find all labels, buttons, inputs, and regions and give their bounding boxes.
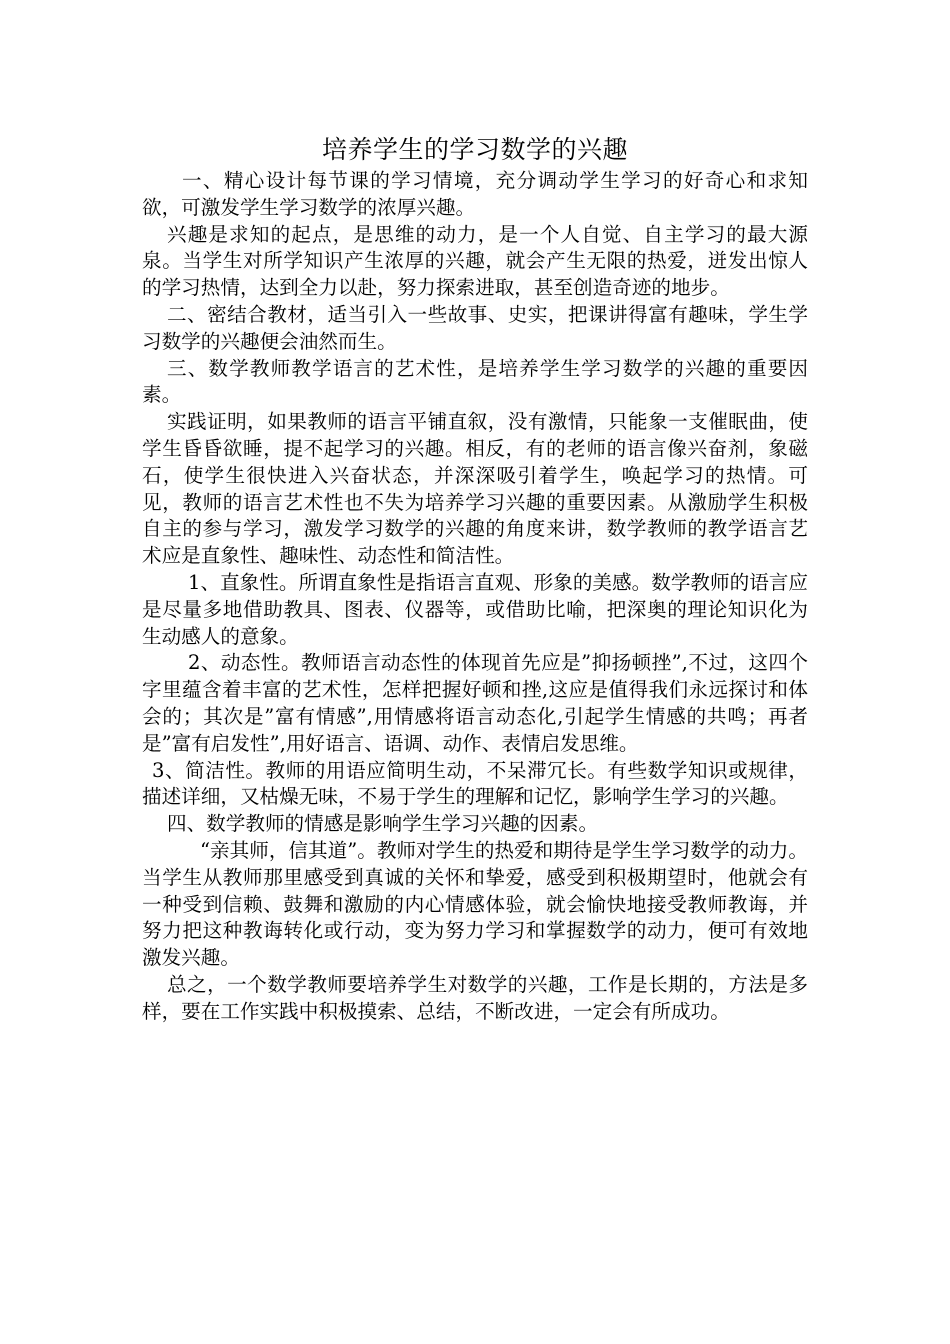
paragraph-point-1: 1、直象性。所谓直象性是指语言直观、形象的美感。数学教师的语言应是尽量多地借助教具、图表、仪器等，或借助比喻，把深奥的理论知识化为生动感人的意象。	[142, 570, 808, 648]
paragraph-section-1-heading: 一、精心设计每节课的学习情境，充分调动学生学习的好奇心和求知欲，可激发学生学习数学的浓厚兴趣。	[142, 169, 808, 219]
paragraph-section-4-heading: 四、数学教师的情感是影响学生学习兴趣的因素。	[167, 812, 599, 836]
document-title: 培养学生的学习数学的兴趣	[321, 135, 628, 164]
paragraph-practice-proves: 实践证明，如果教师的语言平铺直叙，没有激情，只能象一支催眠曲，使学生昏昏欲睡，提不起学习的兴趣。相反，有的老师的语言像兴奋剂，象磁石，使学生很快进入兴奋状态，并深深吸引着学生，唤起学习的热情。可见，教师的语言艺术性也不失为培养学习兴趣的重要因素。从激励学生积极自主的参与学习，激发学习数学的兴趣的角度来讲，数学教师的教学语言艺术应是直象性、趣味性、动态性和简洁性。	[142, 410, 808, 568]
paragraph-point-2: 2、动态性。教师语言动态性的体现首先应是”抑扬顿挫”,不过，这四个字里蕴含着丰富的艺术性，怎样把握好顿和挫,这应是值得我们永远探讨和体会的；其次是”富有情感”,用情感将语言动态化,引起学生情感的共鸣；再者是”富有启发性”,用好语言、语调、动作、表情启发思维。	[142, 651, 808, 755]
paragraph-teacher-love: “亲其师，信其道”。教师对学生的热爱和期待是学生学习数学的动力。当学生从教师那里感受到真诚的关怀和挚爱，感受到积极期望时，他就会有一种受到信赖、鼓舞和激励的内心情感体验，就会愉快地接受教师教诲，并努力把这种教诲转化或行动，变为努力学习和掌握数学的动力，便可有效地激发兴趣。	[142, 838, 808, 970]
paragraph-point-3: 3、简洁性。教师的用语应简明生动，不呆滞冗长。有些数学知识或规律，描述详细，又枯燥无味，不易于学生的理解和记忆，影响学生学习的兴趣。	[142, 758, 808, 809]
paragraph-conclusion: 总之，一个数学教师要培养学生对数学的兴趣，工作是长期的，方法是多样，要在工作实践中积极摸索、总结，不断改进，一定会有所成功。	[142, 972, 808, 1023]
paragraph-section-2-heading: 二、密结合教材，适当引入一些故事、史实，把课讲得富有趣味，学生学习数学的兴趣便会油然而生。	[142, 302, 808, 353]
paragraph-interest-source: 兴趣是求知的起点，是思维的动力，是一个人自觉、自主学习的最大源泉。当学生对所学知识产生浓厚的兴趣，就会产生无限的热爱，迸发出惊人的学习热情，达到全力以赴，努力探索进取，甚至创造奇迹的地步。	[142, 222, 808, 300]
paragraph-section-3-heading: 三、数学教师教学语言的艺术性，是培养学生学习数学的兴趣的重要因素。	[142, 356, 808, 407]
document-body	[142, 132, 808, 1026]
